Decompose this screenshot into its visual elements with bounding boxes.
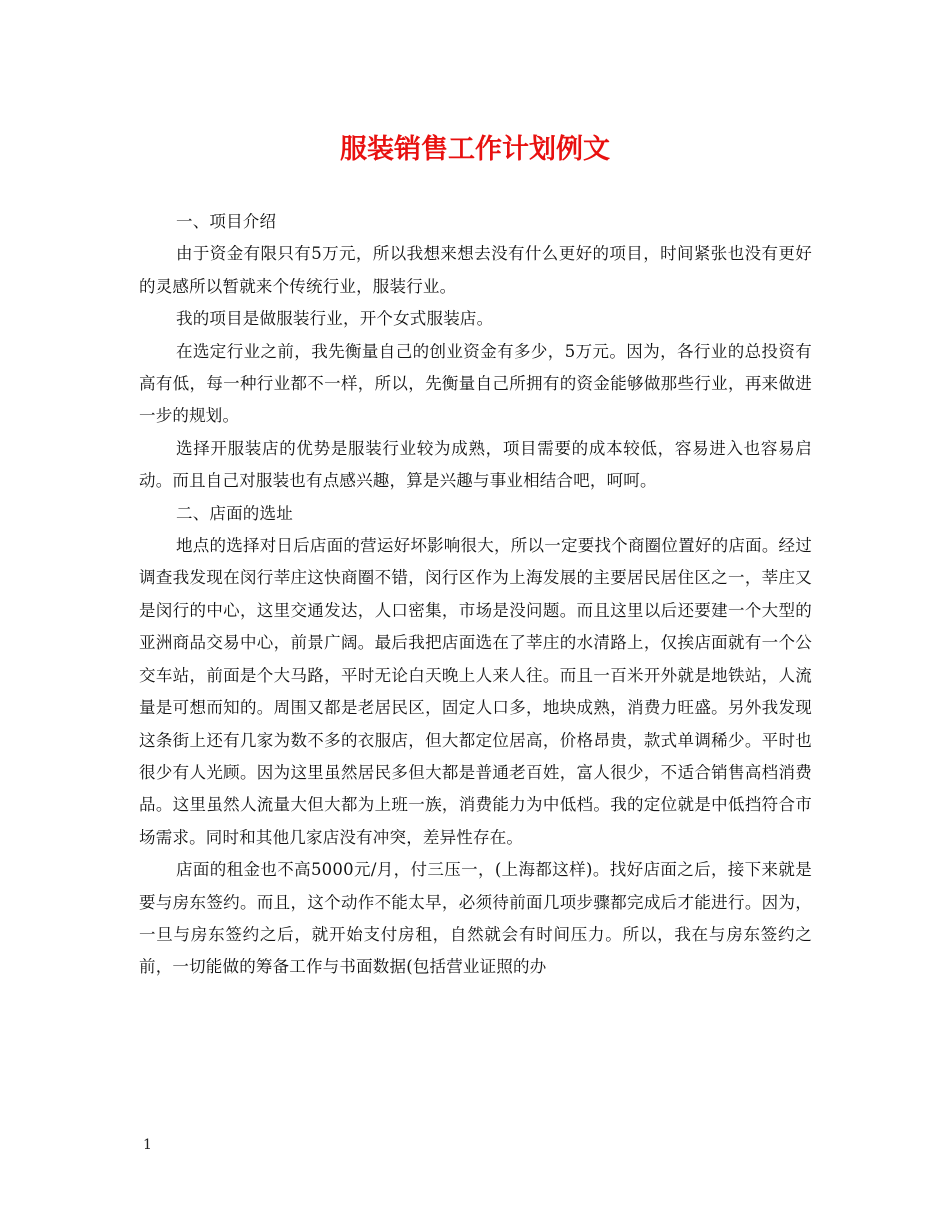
paragraph: 我的项目是做服装行业，开个女式服装店。 [176, 309, 494, 329]
section-heading-project-intro: 一、项目介绍 [176, 212, 277, 231]
page-number: 1 [143, 1137, 152, 1153]
paragraph: 选择开服装店的优势是服装行业较为成熟，项目需要的成本较低，容易进入也容易启动。而且自己对服装也有点感兴趣，算是兴趣与事业相结合吧，呵呵。 [139, 438, 812, 491]
paragraph: 在选定行业之前，我先衡量自己的创业资金有多少，5万元。因为，各行业的总投资有高有低，每一种行业都不一样，所以，先衡量自己所拥有的资金能够做那些行业，再来做进一步的规划。 [139, 341, 812, 426]
document-title: 服装销售工作计划例文 [340, 134, 610, 165]
paragraph: 地点的选择对日后店面的营运好坏影响很大，所以一定要找个商圈位置好的店面。经过调查我发现在闵行莘庄这快商圈不错，闵行区作为上海发展的主要居民居住区之一，莘庄又是闵行的中心，这里交通发达，人口密集，市场是没问题。而且这里以后还要建一个大型的亚洲商品交易中心，前景广阔。最后我把店面选在了莘庄的水清路上，仅挨店面就有一个公交车站，前面是个大马路，平时无论白天晚上人来人往。而且一百米开外就是地铁站，人流量是可想而知的。周围又都是老居民区，固定人口多，地块成熟，消费力旺盛。另外我发现这条街上还有几家为数不多的衣服店，但大都定位居高，价格昂贵，款式单调稀少。平时也很少有人光顾。因为这里虽然居民多但大都是普通老百姓，富人很少，不适合销售高档消费品。这里虽然人流量大但大都为上班一族，消费能力为中低档。我的定位就是中低挡符合市场需求。同时和其他几家店没有冲突，差异性存在。 [139, 536, 812, 847]
paragraph: 由于资金有限只有5万元，所以我想来想去没有什么更好的项目，时间紧张也没有更好的灵感所以暂就来个传统行业，服装行业。 [139, 244, 812, 296]
paragraph: 店面的租金也不高5000元/月，付三压一，(上海都这样)。找好店面之后，接下来就是要与房东签约。而且，这个动作不能太早，必须待前面几项步骤都完成后才能进行。因为，一旦与房东签约之后，就开始支付房租，自然就会有时间压力。所以，我在与房东签约之前，一切能做的筹备工作与书面数据(包括营业证照的办 [139, 860, 812, 977]
document-body [139, 206, 812, 984]
section-heading-store-location: 二、店面的选址 [176, 503, 293, 523]
